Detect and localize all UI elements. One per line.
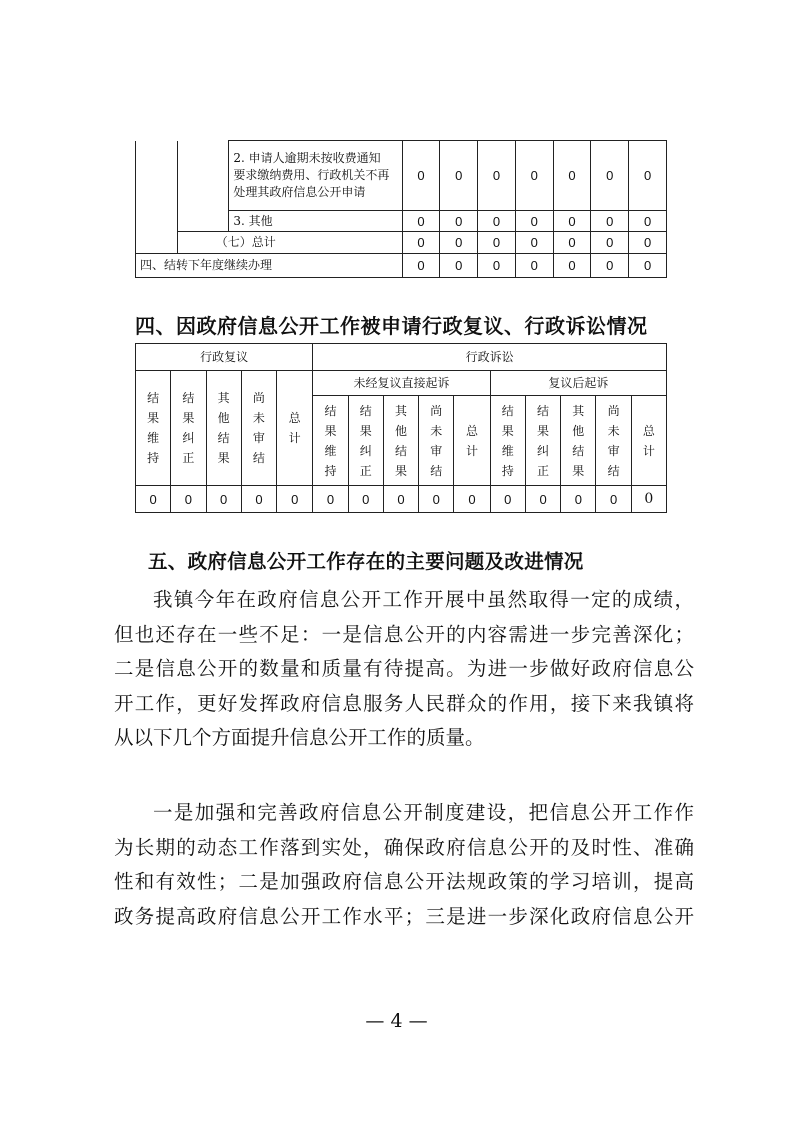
col-after-other: 其他结果 — [561, 396, 596, 486]
col-direct-corrected: 结果纠正 — [348, 396, 383, 486]
table-cell: 0 — [241, 486, 276, 513]
table-cell: 0 — [490, 486, 525, 513]
subgroup-after-review-suit: 复议后起诉 — [490, 371, 666, 396]
table-cell: 0 — [478, 254, 516, 278]
col-review-total: 总计 — [277, 371, 313, 486]
section5-heading: 五、政府信息公开工作存在的主要问题及改进情况 — [148, 550, 584, 573]
table-cell: 0 — [136, 486, 171, 513]
row-total-label: （七）总计 — [177, 232, 402, 254]
table-cell: 0 — [313, 486, 348, 513]
col-direct-total: 总计 — [454, 396, 490, 486]
paragraph-line: 从以下几个方面提升信息公开工作的质量。 — [114, 726, 485, 749]
section4-heading: 四、因政府信息公开工作被申请行政复议、行政诉讼情况 — [135, 314, 648, 338]
table-cell: 0 — [478, 141, 516, 211]
table-cell: 0 — [206, 486, 241, 513]
group-admin-litigation: 行政诉讼 — [313, 344, 667, 371]
table-cell: 0 — [553, 141, 591, 211]
table-cell: 0 — [525, 486, 560, 513]
paragraph-line: 政务提高政府信息公开工作水平；三是进一步深化政府信息公开 — [114, 904, 694, 928]
table-cell: 0 — [440, 254, 478, 278]
table-cell: 0 — [591, 211, 629, 232]
table-cell: 0 — [478, 232, 516, 254]
table-cell: 0 — [440, 211, 478, 232]
table-cell: 0 — [591, 254, 629, 278]
col-review-maintained: 结果维持 — [136, 371, 171, 486]
results-table-continuation — [135, 140, 667, 278]
col-after-corrected: 结果纠正 — [525, 396, 560, 486]
table-cell: 0 — [277, 486, 313, 513]
table-cell: 0 — [383, 486, 418, 513]
subgroup-direct-suit: 未经复议直接起诉 — [313, 371, 490, 396]
col-after-pending: 尚未审结 — [596, 396, 631, 486]
col-review-corrected: 结果纠正 — [171, 371, 206, 486]
col-direct-maintained: 结果维持 — [313, 396, 348, 486]
col-after-maintained: 结果维持 — [490, 396, 525, 486]
table-cell: 0 — [591, 141, 629, 211]
review-litigation-table — [135, 343, 667, 513]
outer-indent-cell — [136, 141, 178, 254]
col-review-other: 其他结果 — [206, 371, 241, 486]
paragraph-line: 为长期的动态工作落到实处，确保政府信息公开的及时性、准确 — [114, 835, 694, 859]
table-cell: 0 — [591, 232, 629, 254]
row-overdue-fee-label: 2. 申请人逾期未按收费通知 要求缴纳费用、行政机关不再 处理其政府信息公开申请 — [229, 141, 402, 211]
group-admin-review: 行政复议 — [136, 344, 313, 371]
table-cell: 0 — [515, 254, 553, 278]
paragraph-line: 一是加强和完善政府信息公开制度建设，把信息公开工作作 — [153, 801, 694, 824]
row-carryover-label: 四、结转下年度继续办理 — [136, 254, 403, 278]
table-cell: 0 — [629, 232, 667, 254]
table-cell: 0 — [553, 232, 591, 254]
table-cell: 0 — [454, 486, 490, 513]
table-cell: 0 — [631, 486, 666, 513]
table-cell: 0 — [348, 486, 383, 513]
table-cell: 0 — [629, 211, 667, 232]
table-cell: 0 — [561, 486, 596, 513]
col-after-total: 总计 — [631, 396, 666, 486]
paragraph-line: 但也还存在一些不足：一是信息公开的内容需进一步完善深化； — [114, 622, 694, 646]
page-number: — 4 — — [365, 1010, 428, 1032]
paragraph-line: 二是信息公开的数量和质量有待提高。为进一步做好政府信息公 — [114, 657, 694, 680]
table-cell: 0 — [440, 232, 478, 254]
paragraph-line: 性和有效性；二是加强政府信息公开法规政策的学习培训，提高 — [114, 870, 694, 893]
table-cell: 0 — [515, 232, 553, 254]
table-cell: 0 — [478, 211, 516, 232]
table-cell: 0 — [515, 211, 553, 232]
paragraph-line: 开工作，更好发挥政府信息服务人民群众的作用，接下来我镇将 — [114, 691, 694, 715]
table-cell: 0 — [402, 141, 440, 211]
table-cell: 0 — [515, 141, 553, 211]
table-cell: 0 — [629, 141, 667, 211]
table-cell: 0 — [553, 211, 591, 232]
paragraph-line: 我镇今年在政府信息公开工作开展中虽然取得一定的成绩， — [153, 588, 694, 611]
col-direct-pending: 尚未审结 — [419, 396, 454, 486]
inner-indent-cell — [177, 141, 229, 232]
table-cell: 0 — [402, 254, 440, 278]
row-other-label: 3. 其他 — [229, 211, 402, 232]
table-cell: 0 — [171, 486, 206, 513]
col-direct-other: 其他结果 — [383, 396, 418, 486]
paragraph-1 — [114, 583, 694, 756]
paragraph-2 — [114, 796, 694, 934]
table-cell: 0 — [596, 486, 631, 513]
table-cell: 0 — [440, 141, 478, 211]
col-review-pending: 尚未审结 — [241, 371, 276, 486]
table-cell: 0 — [419, 486, 454, 513]
table-cell: 0 — [629, 254, 667, 278]
table-cell: 0 — [402, 211, 440, 232]
table-cell: 0 — [402, 232, 440, 254]
table-cell: 0 — [553, 254, 591, 278]
